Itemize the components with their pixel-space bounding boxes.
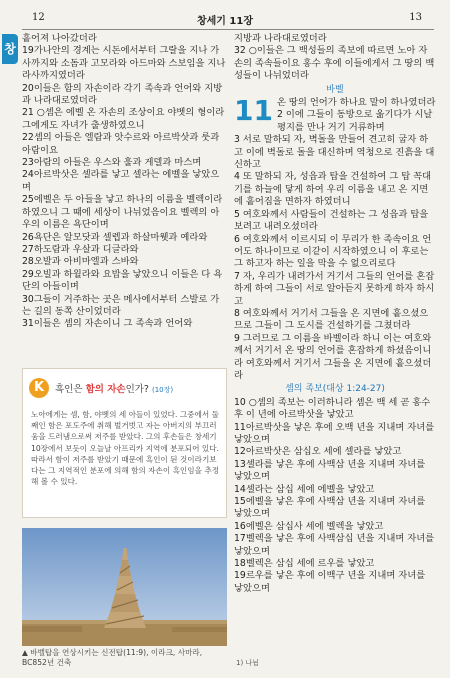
verse-text: 23아람의 아들은 우스와 훌과 게델과 마스며 <box>22 157 202 169</box>
verse-text: 17벨렉을 낳은 후에 사백삼십 년을 지내며 자녀를 낳았으며 <box>234 533 435 557</box>
verse-text: 19르우를 낳은 후에 이백구 년을 지내며 자녀를 낳았으며 <box>234 570 426 594</box>
ziggurat-photo <box>22 528 227 646</box>
verse-text: 6 여호와께서 이르시되 이 무리가 한 족속이요 언어도 하나이므로 이같이 시작하였으니 이 후로는 그 하고자 하는 일을 막을 수 없으리로다 <box>234 233 432 270</box>
verse-text: 20이들은 함의 자손이라 각기 족속과 언어와 지방과 나라대로였더라 <box>22 82 223 107</box>
footnote: 1) 나뉨 <box>236 659 259 667</box>
verse-text: 온 땅의 언어가 하나요 말이 하나였더라 <box>276 97 436 109</box>
verse-text: 3 서로 말하되 자, 벽돌을 만들어 견고히 굽자 하고 이에 벽돌로 돌을 대신하며 역청으로 진흙을 대신하고 <box>234 134 435 171</box>
verse-text: 24아르박삿은 셀라를 낳고 셀라는 에벨을 낳았으며 <box>22 169 220 193</box>
verse-text: 16에벨은 삼십사 세에 벨렉을 낳았고 <box>234 520 384 532</box>
section-heading-genealogy: 셈의 족보(대상 1:24-27) <box>285 384 385 395</box>
verse-text: 25에벨은 두 아들을 낳고 하나의 이름을 벨렉이라 하였으니 그 때에 세상이 나뉘었음이요 벨렉의 아우의 이름은 욕단이며 <box>22 194 223 231</box>
header-rule <box>22 29 434 30</box>
verse-text: 2 이에 그들이 동방으로 옮기다가 시날 평지를 만나 거기 거류하며 <box>276 109 433 133</box>
book-tab: 창 <box>2 34 18 64</box>
verse-text: 18벨렉은 삼십 세에 르우를 낳았고 <box>234 558 375 570</box>
page-title: 창세기 11장 <box>196 16 254 27</box>
verse-text: 28오발과 아비마엘과 스바와 <box>22 256 139 268</box>
page-header <box>0 12 450 28</box>
verse-text: 7 자, 우리가 내려가서 거기서 그들의 언어를 혼잡하게 하여 그들이 서로 알아듣지 못하게 하자 하시고 <box>234 270 435 307</box>
verse-text: 13셀라를 낳은 후에 사백삼 년을 지내며 자녀를 낳았으며 <box>234 458 426 483</box>
verse-text: 8 여호와께서 거기서 그들을 온 지면에 흩으셨으므로 그들이 그 도시를 건설하기를 그쳤더라 <box>234 307 429 332</box>
verse-text: 4 또 말하되 자, 성읍과 탑을 건설하여 그 탑 꼭대기를 하늘에 닿게 하여 우리 이름을 내고 온 지면에 흩어짐을 면하자 하였더니 <box>234 171 432 208</box>
sidebar-box <box>22 368 227 518</box>
left-column <box>22 33 227 331</box>
verse-text: 5 여호와께서 사람들이 건설하는 그 성읍과 탑을 보려고 내려오셨더라 <box>234 208 429 233</box>
section-heading-babel: 바벨 <box>326 84 344 95</box>
verse-text: 27하도람과 우살과 디글라와 <box>22 243 139 255</box>
verse-text: 9 그러므로 그 이름을 바벨이라 하니 이는 여호와께서 거기서 온 땅의 언어를 혼잡하게 하셨음이니라 여호와께서 거기서 그들을 온 지면에 흩으셨더라 <box>234 332 432 381</box>
verse-text: 22셈의 아들은 엘람과 앗수르와 아르박삿과 룻과 아람이요 <box>22 132 220 156</box>
verse-text: 15에벨을 낳은 후에 사백삼 년을 지내며 자녀를 낳았으며 <box>234 496 426 520</box>
verse-text: 14셀라는 삼십 세에 에벨을 낳았고 <box>234 483 375 495</box>
verse-text: 21 ○셈은 에벨 온 자손의 조상이요 야벳의 형이라 그에게도 자녀가 출생하였으니 <box>22 107 225 131</box>
verse-text: 12아르박삿은 삼십오 세에 셀라를 낳았고 <box>234 446 402 458</box>
box-title: 흑인은 함의 자손인가? (10장) <box>55 384 174 395</box>
box-header <box>29 377 173 399</box>
page-number-right: 13 <box>409 12 422 23</box>
question-icon: K <box>29 378 49 398</box>
verse-text: 32 ○이들은 그 백성들의 족보에 따르면 노아 자손의 족속들이요 홍수 후에 이들에게서 그 땅의 백성들이 나뉘었더라 <box>234 45 435 82</box>
verse-text: 30그들이 거주하는 곳은 메사에서부터 스발로 가는 길의 동쪽 산이었더라 <box>22 293 220 317</box>
chapter-number: 11 <box>234 94 273 128</box>
verse-text: 19가나안의 경계는 시돈에서부터 그랄을 지나 가사까지와 소돔과 고모라와 아드마와 스보임을 지나 라사까지였더라 <box>22 45 226 82</box>
verse-text: 11아르박삿을 낳은 후에 오백 년을 지내며 자녀를 낳았으며 <box>234 421 435 445</box>
box-body: 노아에게는 셈, 함, 야벳의 세 아들이 있었다. 그중에서 둘째인 함은 포도주에 취해 벌거벗고 자는 아버지의 부끄러움을 드러냄으로써 저주를 받았다. 그의 후손들은 창세기 10장에서 보듯이 오늘날 아프리카 지역에 분포되어 있다. 따라서 함이 저주를 받았기 때문에 흑인이 된 것이라기보다는 그 지역적인 분포에 의해 함의 자손이 흑인임을 추정해 볼 수 있다. <box>31 410 220 487</box>
verse-text: 26욕단은 알모닷과 셀렙과 하살마웻과 예라와 <box>22 231 208 243</box>
verse-text: 31이들은 셈의 자손이니 그 족속과 언어와 <box>22 318 193 330</box>
verse-text: 29오빌과 하윌라와 요밥을 낳았으니 이들은 다 욕단의 아들이며 <box>22 268 223 293</box>
verse-text: 10 ○셈의 족보는 이러하니라 셈은 백 세 곧 홍수 후 이 년에 아르박삿을 낳았고 <box>234 396 431 421</box>
verse-text: 흩어져 나아갔더라 <box>22 33 97 44</box>
photo-caption: ▲ 바벨탑을 연상시키는 신전탑(11:9), 이라크, 사마라, BC852년 건축 <box>22 648 203 667</box>
verse-text: 지방과 나라대로였더라 <box>234 33 327 44</box>
page-number-left: 12 <box>32 12 45 23</box>
right-column <box>234 33 436 595</box>
